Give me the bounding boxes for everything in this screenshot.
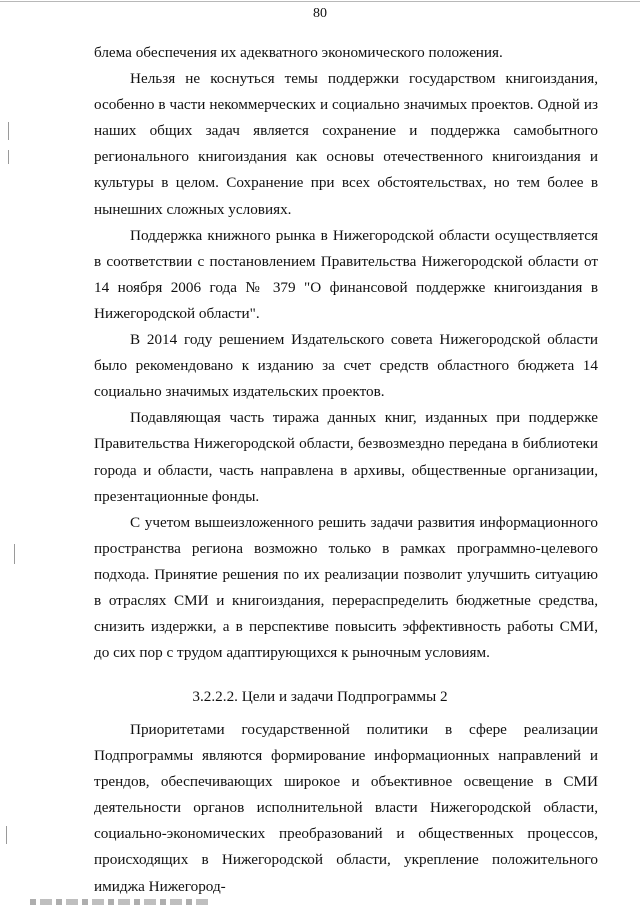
body-text-before-heading [94,40,598,666]
paragraph-state-policy-priorities: Приоритетами государственной политики в сфере реализации Подпрограммы являются формирование информационных направлений и трендов, обеспечивающих широкое и объективное освещение в СМИ деятельности органов исполнительной власти Нижегородской области, социально-экономических преобразований и общественных процессов, происходящих в Нижегородской области, укрепление положительного имиджа Нижегород- [94,721,598,895]
page-number: 80 [313,6,327,21]
scan-margin-mark [8,150,9,164]
scan-margin-mark [6,826,7,844]
paragraph-book-publishing-support: Нельзя не коснуться темы поддержки государством книгоиздания, особенно в части некоммерческих и социально значимых проектов. Одной из наших общих задач является сохранение и поддержка самобытного регионального книгоиздания как основы отечественного книгоиздания и культуры в целом. Сохранение при всех обстоятельствах, но тем более в нынешних сложных условиях. [94,70,598,218]
paragraph-2014-decision: В 2014 году решением Издательского совета Нижегородской области было рекомендовано к изданию за счет средств областного бюджета 14 социально значимых издательских проектов. [94,331,598,401]
scan-bottom-artifact [30,899,210,905]
scan-margin-mark [8,122,9,140]
top-edge-line [0,1,640,2]
paragraph-book-market-support: Поддержка книжного рынка в Нижегородской области осуществляется в соответствии с постановлением Правительства Нижегородской области от 14 ноября 2006 года № 379 "О финансовой поддержке книгоиздания в Нижегородской области". [94,226,598,322]
paragraph-continuation: блема обеспечения их адекватного экономического положения. [94,44,503,61]
scan-margin-mark [14,544,15,564]
paragraph-program-approach: С учетом вышеизложенного решить задачи развития информационного пространства региона возможно только в рамках программно-целевого подхода. Принятие решения по их реализации позволит улучшить ситуацию в отраслях СМИ и книгоиздания, перераспределить бюджетные средства, снизить издержки, а в перспективе повысить эффективность работы СМИ, до сих пор с трудом адаптирующихся к рыночным условиям. [94,513,598,662]
paragraph-book-distribution: Подавляющая часть тиража данных книг, изданных при поддержке Правительства Нижегородской области, безвозмездно передана в библиотеки города и области, часть направлена в архивы, общественные организации, презентационные фонды. [94,409,598,505]
section-heading: 3.2.2.2. Цели и задачи Подпрограммы 2 [192,688,448,705]
body-text-after-heading [94,717,598,900]
